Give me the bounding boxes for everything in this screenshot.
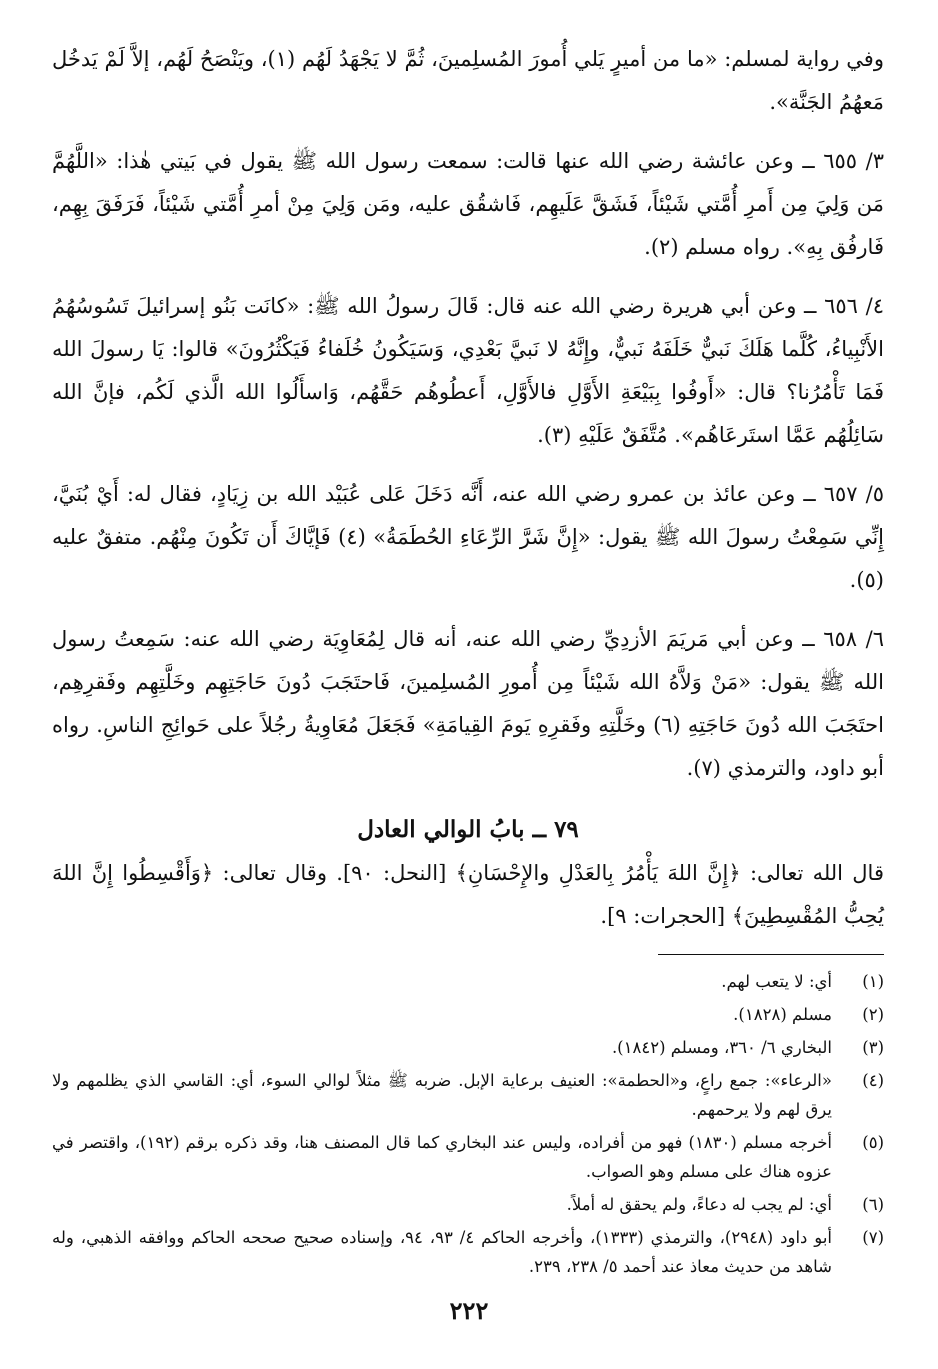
footnote-6 xyxy=(52,1190,884,1219)
footnote-number: (٢) xyxy=(862,1005,884,1024)
footnote-text: البخاري ٦/ ٣٦٠، ومسلم (١٨٤٢). xyxy=(611,1038,832,1057)
footnote-text: أخرجه مسلم (١٨٣٠) فهو من أفراده، وليس عند البخاري كما قال المصنف هنا، وقد ذكره برقم (١٩٢)، واقتصر في عزوه هناك على مسلم وهو الصواب. xyxy=(52,1133,832,1181)
footnote-number: (٦) xyxy=(862,1195,884,1214)
footnote-text: أبو داود (٢٩٤٨)، والترمذي (١٣٣٣)، وأخرجه الحاكم ٤/ ٩٣، ٩٤، وإسناده صحيح صححه الحاكم ووافقه الذهبي، وله شاهد من حديث معاذ عند أحمد ٥/ ٢٣٨، ٢٣٩. xyxy=(52,1228,833,1276)
footnote-1 xyxy=(52,967,884,996)
hadith-657: ٥/ ٦٥٧ ــ وعن عائذ بن عمرو رضي الله عنه، أَنَّه دَخَلَ عَلى عُبَيْد الله بن زِيَادٍ، فقال له: أَيْ بُنَيَّ، إِنِّي سَمِعْتُ رسولَ الله ﷺ يقول: «إِنَّ شَرَّ الرِّعَاءِ الحُطَمَةُ» (٤) فَإيَّاكَ أَن تَكُونَ مِنْهُم. متفقٌ عليه (٥). xyxy=(52,482,885,592)
footnotes-list xyxy=(52,967,884,1281)
hadith-656: ٤/ ٦٥٦ ــ وعن أبي هريرة رضي الله عنه قال: قَالَ رسولُ الله ﷺ: «كانَت بَنُو إسرائيلَ تَسُوسُهُمُ الأَنْبِياءُ، كُلَّما هَلَكَ نَبيٌّ خَلَفَهُ نَبيٌّ، وإِنَّهُ لا نَبيَّ بَعْدِي، وَسَيَكُونُ خُلَفاءُ فَيَكْثُرُونَ» قالوا: يَا رسولَ الله فَمَا تَأْمُرُنا؟ قال: «أَوفُوا بِبَيْعَةِ الأَوَّلِ فالأَوَّلِ، أَعطُوهُم حَقَّهُم، وَاسأَلُوا الله الَّذي لَكُم، فإنَّ الله سَائِلُهُم عَمَّا استَرعَاهُم». مُتَّفَقٌ عَلَيْهِ (٣). xyxy=(52,294,884,447)
footnote-5 xyxy=(52,1128,884,1186)
footnote-4 xyxy=(52,1066,884,1124)
footnote-number: (٣) xyxy=(862,1038,884,1057)
hadith-658: ٦/ ٦٥٨ ــ وعن أبي مَريَمَ الأزدِيِّ رضي الله عنه، أنه قال لِمُعَاوِيَة رضي الله عنه: سَمِعتُ رسول الله ﷺ يقول: «مَنْ وَلاَّهُ الله شَيْئاً مِن أُمورِ المُسلِمينَ، فَاحتَجَبَ دُونَ حَاجَتِهِم وخَلَّتِهِم وفَقرِهِم، احتَجَبَ الله دُونَ حَاجَتِهِ (٦) وخَلَّتِهِ وفَقرِهِ يَومَ القِيامَةِ» فَجَعَلَ مُعَاوِيةُ رجُلاً على حَوائِجِ الناسِ. رواه أبو داود، والترمذي (٧). xyxy=(52,627,884,780)
footnote-text: مسلم (١٨٢٨). xyxy=(733,1005,832,1024)
footnote-7 xyxy=(52,1223,884,1281)
paragraph-muslim-narration: وفي رواية لمسلم: «ما من أميرٍ يَلي أُمورَ المُسلِمينَ، ثُمَّ لا يَجْهَدُ لَهُم (١)، ويَنْصَحُ لَهُم، إلاَّ لَمْ يَدخُل مَعهُمُ الجَنَّة». xyxy=(52,47,884,114)
footnote-separator xyxy=(658,954,884,955)
footnote-2 xyxy=(52,1000,884,1029)
chapter-title: ٧٩ ــ بابُ الوالي العادل xyxy=(357,816,579,843)
book-page xyxy=(52,38,884,1348)
footnote-text: أي: لا يتعب لهم. xyxy=(721,972,832,991)
page-number: ٢٢٢ xyxy=(449,1296,489,1325)
footnote-number: (١) xyxy=(862,972,884,991)
footnote-number: (٧) xyxy=(862,1228,884,1247)
footnote-3 xyxy=(52,1033,884,1062)
footnote-text: «الرعاء»: جمع راعٍ، و«الحطمة»: العنيف برعاية الإبل. ضربه ﷺ مثلاً لوالي السوء، أي: القاسي الذي يظلمهم ولا يرق لهم ولا يرحمهم. xyxy=(52,1071,832,1119)
chapter-heading-wrap xyxy=(52,810,884,850)
hadith-655: ٣/ ٦٥٥ ــ وعن عائشة رضي الله عنها قالت: سمعت رسول الله ﷺ يقول في بَيتي هٰذا: «اللَّهُمَّ مَن وَلِيَ مِن أَمرِ أُمَّتي شَيْئاً، فَشَقَّ عَلَيهِم، فَاشقُق عليه، ومَن وَلِيَ مِنْ أمرِ أُمَّتي شَيْئاً، فَرَفَقَ بِهِم، فَارفُق بِهِ». رواه مسلم (٢). xyxy=(52,149,884,259)
footnote-text: أي: لم يجب له دعاءً، ولم يحقق له أملاً. xyxy=(566,1195,832,1214)
footnote-number: (٥) xyxy=(862,1133,884,1152)
footnote-number: (٤) xyxy=(862,1071,884,1090)
chapter-intro-verses: قال الله تعالى: ﴿إِنَّ اللهَ يَأْمُرُ بِالعَدْلِ والإِحْسَانِ﴾ [النحل: ٩٠]. وقال تعالى: ﴿وَأَقْسِطُوا إِنَّ اللهَ يُحِبُّ المُقْسِطِينَ﴾ [الحجرات: ٩]. xyxy=(52,861,884,928)
